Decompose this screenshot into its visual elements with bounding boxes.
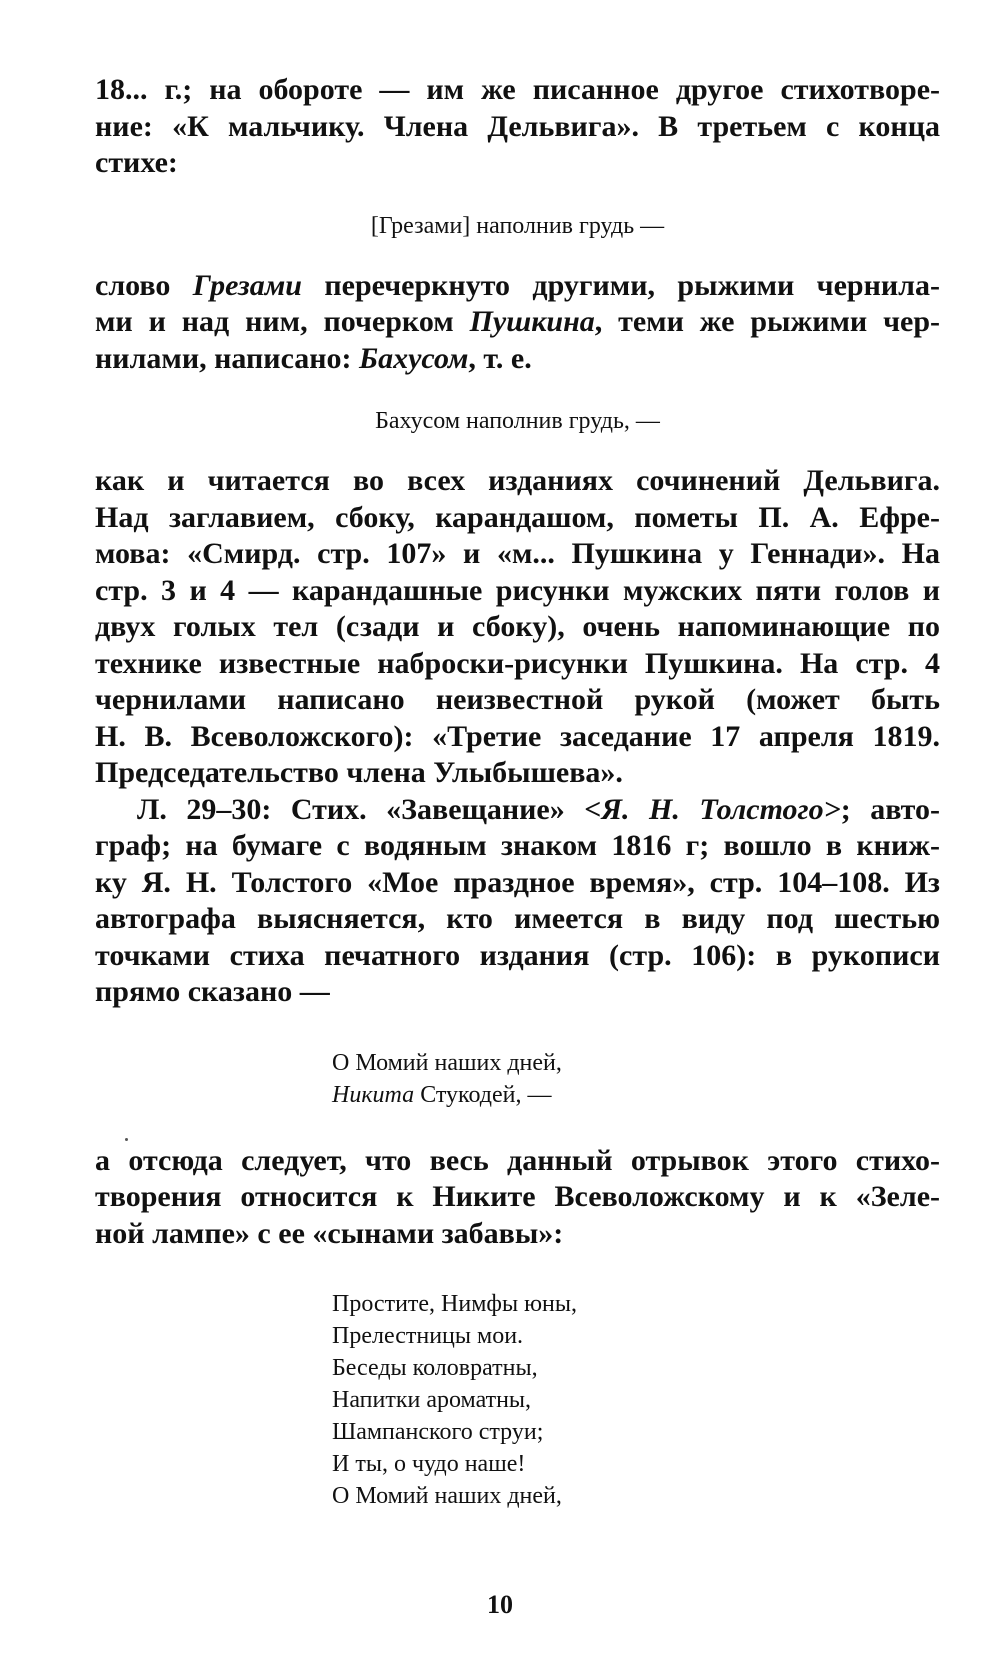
text-line: точками стиха печатного издания (стр. 106): в рукописи [95,938,940,972]
text-line: автографа выясняется, кто имеется в виду под шестью [95,902,940,935]
text-line: стр. 3 и 4 — карандашные рисунки мужских пяти голов и [95,573,940,607]
text-line: Над заглавием, сбоку, карандашом, пометы П. А. Ефре- [95,500,940,534]
verse-line: Никита Стукодей, — [332,1081,552,1108]
text-line: технике известные наброски-рисунки Пушкина. На стр. 4 [95,646,940,680]
text-line: граф; на бумаге с водяным знаком 1816 г; вошло в книж- [95,829,940,862]
text-line: двух голых тел (сзади и сбоку), очень напоминающие по [95,610,940,643]
ink-speck [125,1138,128,1141]
verse-line: О Момий наших дней, [332,1483,562,1509]
quote-line: [Грезами] наполнив грудь — [370,212,665,239]
text-line: Л. 29–30: Стих. «Завещание» <Я. Н. Толстого>; авто- [137,792,941,826]
text-line: стихе: [95,146,178,179]
verse-block-1 [95,1047,940,1111]
verse-line: И ты, о чудо наше! [332,1451,526,1477]
page-number: 10 [487,1590,513,1619]
text-line: а отсюда следует, что весь данный отрывок этого стихо- [95,1143,940,1177]
quote-line: Бахусом наполнив грудь, — [375,408,660,434]
text-line: нилами, написано: Бахусом, т. е. [95,341,532,375]
text-line: слово Грезами перечеркнуто другими, рыжими чернила- [95,268,940,302]
text-line: творения относится к Никите Всеволожскому и к «Зеле- [95,1180,940,1213]
text-line: 18... г.; на обороте — им же писанное другое стихотворе- [95,73,940,106]
text-line: ние: «К мальчику. Члена Дельвига». В третьем с конца [95,109,940,143]
text-line: прямо сказано — [95,975,330,1008]
paragraph-3 [95,463,940,792]
paragraph-1 [95,72,940,182]
text-line: ку Я. Н. Толстого «Мое праздное время», стр. 104–108. Из [95,865,940,899]
text-line: ной лампе» с ее «сынами забавы»: [95,1216,564,1250]
page-body [95,72,940,1512]
paragraph-2 [95,268,940,378]
text-line: чернилами написано неизвестной рукой (может быть [95,683,940,716]
verse-line: Прелестницы мои. [332,1323,524,1349]
verse-line: Шампанского струи; [332,1419,544,1445]
text-line: Председательство члена Улыбышева». [95,756,623,789]
verse-line: Беседы коловратны, [332,1355,538,1381]
paragraph-4 [95,792,940,1011]
paragraph-5 [95,1143,940,1253]
verse-block-2 [95,1288,940,1512]
text-line: мова: «Смирд. стр. 107» и «м... Пушкина у Геннади». На [95,537,940,570]
verse-line: Напитки ароматны, [332,1387,532,1413]
text-line: ми и над ним, почерком Пушкина, теми же рыжими чер- [95,305,940,338]
text-line: как и читается во всех изданиях сочинений Дельвига. [95,464,940,497]
text-line: Н. В. Всеволожского): «Третие заседание 17 апреля 1819. [95,719,940,753]
verse-line: О Момий наших дней, [332,1049,562,1076]
verse-line: Простите, Нимфы юны, [332,1291,577,1317]
